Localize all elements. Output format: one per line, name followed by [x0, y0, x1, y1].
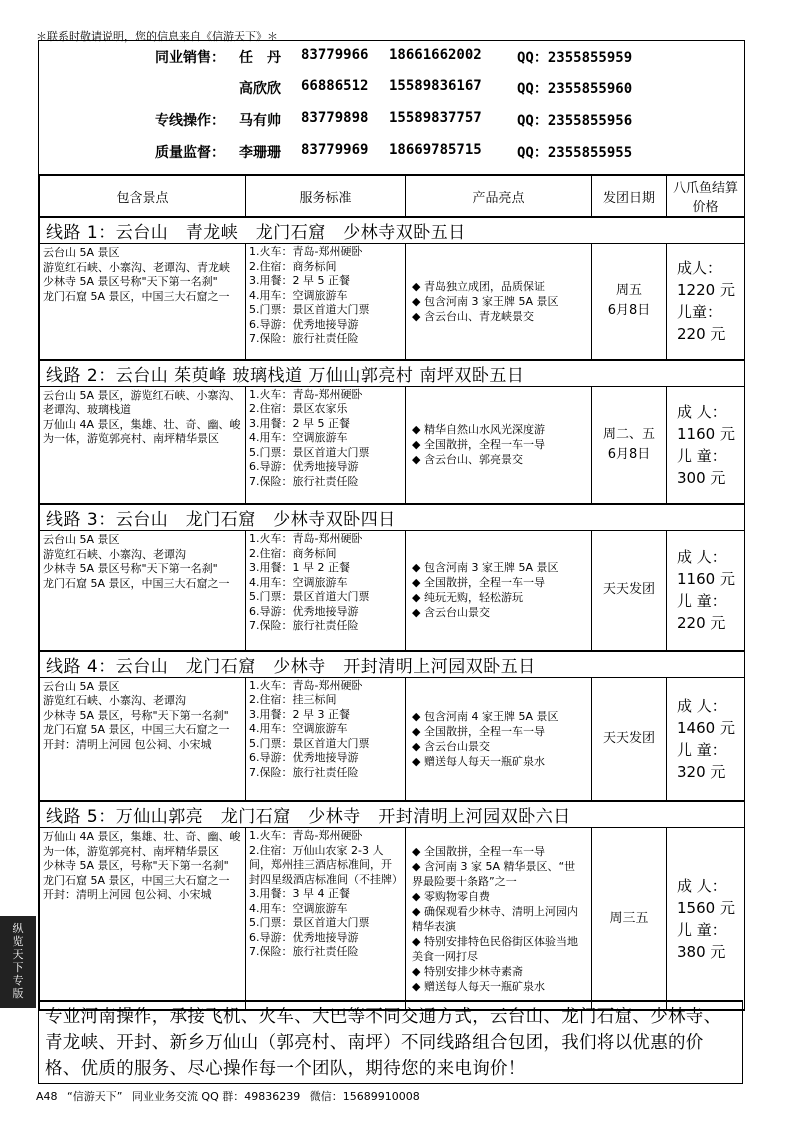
route-service-line: 6.导游：优秀地接导游 — [249, 751, 359, 764]
route-highlights-line: ◆ 赠送每人每天一瓶矿泉水 — [412, 754, 585, 769]
contact-mobile: 18661662002 — [389, 47, 482, 63]
route-service-line: 7.保险：旅行社责任险 — [249, 765, 359, 779]
route-highlights-line: ◆ 精华自然山水风光深度游 — [412, 422, 585, 437]
route-highlights-line: ◆ 包含河南 3 家王牌 5A 景区 — [412, 294, 585, 309]
route-price-line: 成 人： — [677, 876, 727, 895]
route-service-line: 2.住宿：商务标间 — [249, 546, 337, 560]
contact-qq: QQ：2355855960 — [517, 81, 633, 97]
route-service-line: 4.用车：空调旅游车 — [249, 901, 348, 915]
route-price-line: 1160 元 — [677, 424, 735, 443]
route-highlights-line: ◆ 赠送每人每天一瓶矿泉水 — [412, 979, 585, 994]
route-price-line: 成 人： — [677, 402, 727, 421]
route-detail-row — [40, 531, 745, 651]
contact-qq: QQ：2355855955 — [517, 145, 633, 161]
route-service-line: 3.用餐：1 早 2 正餐 — [249, 561, 350, 574]
route-price-line: 成人： — [677, 259, 723, 278]
route-highlights — [406, 677, 592, 801]
footer-qq-group: 同业业务交流 QQ 群：49836239 — [131, 1090, 301, 1103]
bottom-promo-text: 专业河南操作，承接飞机、火车、大巴等不同交通方式，云台山、龙门石窟、少林寺、青龙峡、开封、新乡万仙山（郭亮村、南坪）不同线路组合包团，我们将以优惠的价格、优质的服务、尽心操作每一个团队，期待您的来电询价！ — [38, 1000, 743, 1084]
contacts-block — [39, 41, 744, 175]
route-spots-line: 少林寺 5A 景区，号称"天下第一名刹" — [43, 859, 229, 872]
route-spots-line: 龙门石窟 5A 景区，中国三大石窟之一 — [43, 723, 230, 736]
route-service-line: 5.门票：景区首道大门票 — [249, 916, 370, 929]
route-price — [667, 828, 745, 1010]
contact-role: 质量监督： — [155, 145, 225, 161]
route-service-line: 5.门票：景区首道大门票 — [249, 445, 370, 459]
route-title-row — [40, 504, 745, 531]
route-service-line: 5.门票：景区首道大门票 — [249, 736, 370, 750]
route-service-line: 7.保险：旅行社责任险 — [249, 619, 359, 632]
route-spots — [40, 828, 246, 1010]
route-spots-line: 龙门石窟 5A 景区，中国三大石窟之一 — [43, 576, 230, 590]
route-date-line: 周三五 — [609, 910, 649, 926]
route-spots-line: 开封：清明上河园 包公祠、小宋城 — [43, 888, 212, 901]
route-date-line: 6月8日 — [607, 303, 651, 319]
route-service-line: 4.用车：空调旅游车 — [249, 288, 348, 302]
column-header: 八爪鱼结算价格 — [667, 176, 745, 218]
contact-mobile: 15589837757 — [389, 110, 482, 126]
route-service-line: 1.火车：青岛-郑州硬卧 — [249, 387, 363, 401]
route-price-line: 儿 童： — [677, 446, 727, 465]
route-highlights — [406, 828, 592, 1010]
route-price-line: 220 元 — [677, 614, 726, 633]
route-spots-line: 少林寺 5A 景区号称"天下第一名刹" — [43, 275, 218, 288]
side-label: 纵览天下专版 — [0, 916, 36, 1008]
route-price-line: 1460 元 — [677, 718, 735, 737]
route-detail-row — [40, 244, 745, 360]
route-date — [592, 386, 667, 504]
route-highlights-line: ◆ 全国散拼，全程一车一导 — [412, 844, 585, 859]
route-date — [592, 828, 667, 1010]
contact-qq: QQ：2355855956 — [517, 113, 633, 129]
route-spots-line: 龙门石窟 5A 景区，中国三大石窟之一 — [43, 289, 230, 303]
route-highlights-line: ◆ 全国散拼，全程一车一导 — [412, 575, 585, 590]
route-detail-row — [40, 386, 745, 504]
route-service-line: 4.用车：空调旅游车 — [249, 722, 348, 735]
route-service-line: 1.火车：青岛-郑州硬卧 — [249, 678, 363, 692]
contact-row — [39, 47, 744, 69]
route-highlights-line: ◆ 确保观看少林寺、清明上河园内精华表演 — [412, 904, 585, 934]
route-detail-row — [40, 828, 745, 1010]
route-price-line: 儿 童： — [677, 920, 727, 939]
contact-row — [39, 110, 744, 132]
route-price-line: 成 人： — [677, 696, 727, 715]
route-price-line: 儿童： — [677, 303, 723, 322]
route-highlights-line: ◆ 零购物零自费 — [412, 889, 585, 904]
route-spots-line: 万仙山 4A 景区，集雄、壮、奇、幽、峻为一体，游览郭亮村、南坪精华景区 — [43, 830, 241, 858]
route-title-row — [40, 360, 745, 387]
route-spots — [40, 677, 246, 801]
route-title: 线路 2：云台山 茱萸峰 玻璃栈道 万仙山郭亮村 南坪双卧五日 — [40, 360, 745, 387]
route-spots-line: 少林寺 5A 景区号称"天下第一名刹" — [43, 562, 218, 575]
contact-name: 任 丹 — [239, 50, 281, 66]
route-title-row — [40, 801, 745, 828]
route-highlights-line: ◆ 全国散拼，全程一车一导 — [412, 724, 585, 739]
route-spots-line: 龙门石窟 5A 景区，中国三大石窟之一 — [43, 873, 230, 887]
route-price-line: 儿 童： — [677, 592, 727, 611]
route-service-line: 3.用餐：2 早 3 正餐 — [249, 707, 350, 721]
column-header: 服务标准 — [246, 176, 406, 218]
route-price-line: 300 元 — [677, 468, 726, 487]
contact-phone: 83779969 — [301, 142, 369, 158]
top-note: ＊联系时敬请说明，您的信息来自《信游天下》＊ — [36, 30, 278, 43]
contact-role: 同业销售： — [155, 50, 225, 66]
contact-phone: 83779966 — [301, 47, 369, 63]
route-price — [667, 244, 745, 360]
route-spots-line: 游览红石峡、小寨沟、老谭沟 — [43, 694, 186, 707]
route-highlights-line: ◆ 包含河南 4 家王牌 5A 景区 — [412, 709, 585, 724]
route-highlights-line: ◆ 含河南 3 家 5A 精华景区、“世界最险要十条路”之一 — [412, 859, 585, 889]
footer-wechat: 微信：15689910008 — [309, 1090, 420, 1103]
route-price-line: 1560 元 — [677, 898, 735, 917]
table-header-row — [40, 176, 745, 218]
route-title: 线路 3：云台山 龙门石窟 少林寺双卧四日 — [40, 504, 745, 531]
route-service-line: 1.火车：青岛-郑州硬卧 — [249, 829, 363, 842]
page-number: A48 — [36, 1090, 58, 1103]
route-highlights-line: ◆ 青岛独立成团，品质保证 — [412, 279, 585, 294]
contact-row — [39, 142, 744, 164]
route-highlights — [406, 244, 592, 360]
route-title: 线路 1：云台山 青龙峡 龙门石窟 少林寺双卧五日 — [40, 217, 745, 244]
route-spots-line: 云台山 5A 景区 — [43, 246, 120, 259]
route-price-line: 1160 元 — [677, 570, 735, 589]
contact-mobile: 18669785715 — [389, 142, 482, 158]
route-highlights-line: ◆ 含云台山、郭亮景交 — [412, 452, 585, 467]
route-service-line: 7.保险：旅行社责任险 — [249, 945, 359, 958]
column-header: 发团日期 — [592, 176, 667, 218]
route-service-line: 4.用车：空调旅游车 — [249, 431, 348, 444]
footer-brand: “信游天下” — [67, 1090, 123, 1103]
route-service-line: 2.住宿：挂三标间 — [249, 693, 337, 706]
route-service-line: 1.火车：青岛-郑州硬卧 — [249, 245, 363, 258]
route-date-line: 天天发团 — [602, 582, 655, 598]
route-service-line: 2.住宿：商务标间 — [249, 259, 337, 273]
contact-name: 李珊珊 — [239, 145, 281, 161]
route-service — [246, 531, 406, 651]
route-highlights-line: ◆ 含云台山景交 — [412, 739, 585, 754]
route-highlights-line: ◆ 含云台山景交 — [412, 605, 585, 620]
route-service-line: 4.用车：空调旅游车 — [249, 575, 348, 589]
route-service-line: 1.火车：青岛-郑州硬卧 — [249, 532, 363, 545]
route-highlights-line: ◆ 特别安排特色民俗街区体验当地美食一网打尽 — [412, 934, 585, 964]
route-highlights-line: ◆ 全国散拼，全程一车一导 — [412, 437, 585, 452]
route-service-line: 5.门票：景区首道大门票 — [249, 590, 370, 603]
route-date-line: 天天发团 — [602, 730, 655, 746]
route-service-line: 3.用餐：3 早 4 正餐 — [249, 887, 350, 900]
contact-name: 马有帅 — [239, 113, 281, 129]
route-spots-line: 云台山 5A 景区 — [43, 533, 120, 546]
route-spots-line: 游览红石峡、小寨沟、老谭沟、青龙峡 — [43, 260, 230, 274]
route-price-line: 1220 元 — [677, 281, 735, 300]
route-price-line: 儿 童： — [677, 740, 727, 759]
route-service-line: 7.保险：旅行社责任险 — [249, 474, 359, 488]
route-service — [246, 244, 406, 360]
footer — [36, 1088, 426, 1104]
route-highlights-line: ◆ 特别安排少林寺素斋 — [412, 964, 585, 979]
route-detail-row — [40, 677, 745, 801]
route-spots-line: 云台山 5A 景区 — [43, 679, 120, 693]
route-price — [667, 531, 745, 651]
route-service-line: 6.导游：优秀地接导游 — [249, 604, 359, 618]
contact-phone: 83779898 — [301, 110, 369, 126]
route-highlights-line: ◆ 含云台山、青龙峡景交 — [412, 309, 585, 324]
route-spots-line: 少林寺 5A 景区，号称"天下第一名刹" — [43, 708, 229, 722]
route-service-line: 3.用餐：2 早 5 正餐 — [249, 416, 350, 430]
contact-row — [39, 78, 744, 100]
route-service-line: 6.导游：优秀地接导游 — [249, 930, 359, 944]
route-highlights-line: ◆ 纯玩无购，轻松游玩 — [412, 590, 585, 605]
route-price — [667, 677, 745, 801]
route-highlights-line: ◆ 包含河南 3 家王牌 5A 景区 — [412, 560, 585, 575]
route-date-line: 周五 — [615, 283, 642, 299]
route-spots-line: 万仙山 4A 景区，集雄、壮、奇、幽、峻为一体，游览郭亮村、南坪精华景区 — [43, 417, 241, 445]
route-service-line: 2.住宿：万仙山农家 2-3 人间，郑州挂三酒店标准间，开封四星级酒店标准间（不挂牌） — [249, 843, 403, 886]
route-date-line: 周二、五 — [602, 426, 655, 442]
route-service — [246, 386, 406, 504]
route-highlights — [406, 386, 592, 504]
route-price-line: 320 元 — [677, 762, 726, 781]
route-price-line: 成 人： — [677, 548, 727, 567]
route-spots — [40, 244, 246, 360]
route-highlights — [406, 531, 592, 651]
route-spots-line: 游览红石峡、小寨沟、老谭沟 — [43, 547, 186, 561]
route-date — [592, 244, 667, 360]
route-service — [246, 677, 406, 801]
route-service-line: 5.门票：景区首道大门票 — [249, 303, 370, 316]
column-header: 产品亮点 — [406, 176, 592, 218]
routes-table — [39, 175, 745, 1010]
contact-phone: 66886512 — [301, 78, 369, 94]
route-title-row — [40, 217, 745, 244]
route-title: 线路 5：万仙山郭亮 龙门石窟 少林寺 开封清明上河园双卧六日 — [40, 801, 745, 828]
route-title: 线路 4：云台山 龙门石窟 少林寺 开封清明上河园双卧五日 — [40, 651, 745, 678]
route-service-line: 2.住宿：景区农家乐 — [249, 402, 348, 415]
route-service-line: 6.导游：优秀地接导游 — [249, 460, 359, 473]
route-price-line: 220 元 — [677, 325, 726, 344]
contact-mobile: 15589836167 — [389, 78, 482, 94]
route-service-line: 7.保险：旅行社责任险 — [249, 332, 359, 345]
contact-role: 专线操作： — [155, 113, 225, 129]
route-spots — [40, 386, 246, 504]
route-service-line: 3.用餐：2 早 5 正餐 — [249, 274, 350, 287]
column-header: 包含景点 — [40, 176, 246, 218]
route-service-line: 6.导游：优秀地接导游 — [249, 317, 359, 331]
route-date-line: 6月8日 — [607, 446, 651, 462]
route-title-row — [40, 651, 745, 678]
route-spots-line: 开封：清明上河园 包公祠、小宋城 — [43, 737, 212, 751]
contact-qq: QQ：2355855959 — [517, 50, 633, 66]
route-date — [592, 531, 667, 651]
route-date — [592, 677, 667, 801]
contact-name: 高欣欣 — [239, 81, 281, 97]
route-service — [246, 828, 406, 1010]
route-price — [667, 386, 745, 504]
route-spots-line: 云台山 5A 景区，游览红石峡、小寨沟、老谭沟、玻璃栈道 — [43, 388, 241, 416]
route-spots — [40, 531, 246, 651]
route-price-line: 380 元 — [677, 942, 726, 961]
main-frame — [38, 40, 745, 1011]
